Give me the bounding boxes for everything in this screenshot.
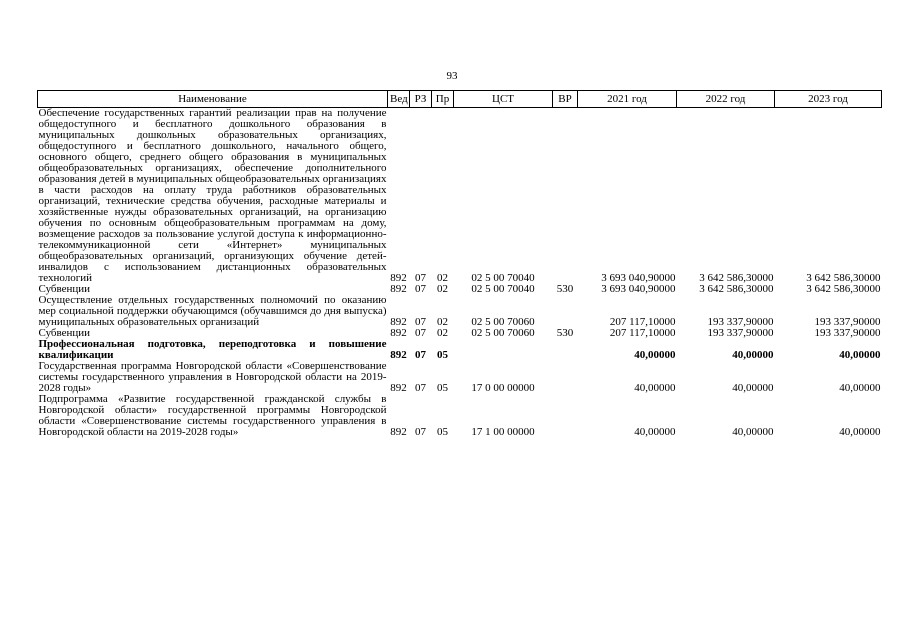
row-name: Субвенции <box>38 283 91 295</box>
row-vr <box>553 295 578 328</box>
row-name: Обеспечение государственных гарантий реализации прав на получение общедоступного и бесплатного дошкольного образования в муниципальных дошкольных образовательных организациях, общедоступного и бесплатного дошкольного, начального общего, основного общего, среднего общего образования в муниципальных общеобразовательных организациях, обеспечение дополнительного образования детей в муниципальных общеобразовательных организациях в части расходов на оплату труда работников образовательных организаций, технические средства обучения, расходные материалы и хозяйственные нужды образовательных организаций, на организацию обучения по основным общеобразовательным программам на дому, возмещение расходов за пользование услугой доступа к информационно-телекоммуникационной сети «Интернет» муниципальных общеобразовательных организаций, организующих обучение детей-инвалидов с использованием дистанционных образовательных технологий <box>38 107 387 284</box>
row-ved: 892 <box>390 272 407 284</box>
row-cst: 17 1 00 00000 <box>471 426 535 438</box>
header-2022: 2022 год <box>677 91 775 108</box>
row-cst: 02 5 00 70060 <box>471 316 535 328</box>
row-pr: 02 <box>437 272 448 284</box>
header-vr: ВР <box>553 91 578 108</box>
row-pr: 02 <box>437 316 448 328</box>
row-cst: 02 5 00 70060 <box>471 327 535 339</box>
row-vr <box>553 108 578 285</box>
header-cst: ЦСТ <box>454 91 553 108</box>
row-pr: 02 <box>437 327 448 339</box>
row-2022: 193 337,90000 <box>707 316 774 328</box>
row-2023: 193 337,90000 <box>814 316 881 328</box>
table-row <box>38 361 882 394</box>
row-2023: 40,00000 <box>839 349 881 361</box>
row-2022: 3 642 586,30000 <box>699 283 774 295</box>
row-rz: 07 <box>415 382 426 394</box>
header-name: Наименование <box>38 91 388 108</box>
row-cst: 02 5 00 70040 <box>471 272 535 284</box>
row-2021: 3 693 040,90000 <box>601 283 676 295</box>
row-2021: 40,00000 <box>634 426 676 438</box>
row-ved: 892 <box>390 349 407 361</box>
row-vr <box>553 361 578 394</box>
budget-table <box>37 90 882 438</box>
row-ved: 892 <box>390 283 407 295</box>
row-rz: 07 <box>415 316 426 328</box>
row-pr: 05 <box>437 426 448 438</box>
row-2021: 40,00000 <box>634 382 676 394</box>
row-ved: 892 <box>390 382 407 394</box>
header-row <box>38 91 882 108</box>
row-name: Государственная программа Новгородской области «Совершенствование системы государственного управления в Новгородской области на 2019-2028 годы» <box>38 360 387 394</box>
table-row <box>38 108 882 285</box>
row-rz: 07 <box>415 426 426 438</box>
row-name: Профессиональная подготовка, переподготовка и повышение квалификации <box>38 338 387 361</box>
row-vr <box>553 394 578 438</box>
row-ved: 892 <box>390 327 407 339</box>
table-row <box>38 394 882 438</box>
header-2021: 2021 год <box>578 91 677 108</box>
row-rz: 07 <box>415 283 426 295</box>
row-2023: 3 642 586,30000 <box>806 283 881 295</box>
row-ved: 892 <box>390 316 407 328</box>
row-cst: 17 0 00 00000 <box>471 382 535 394</box>
row-2021: 40,00000 <box>634 349 676 361</box>
header-pr: Пр <box>432 91 454 108</box>
row-2021: 207 117,10000 <box>609 316 676 328</box>
row-2023: 40,00000 <box>839 382 881 394</box>
row-2022: 40,00000 <box>732 382 774 394</box>
row-pr: 05 <box>437 349 448 361</box>
header-rz: РЗ <box>410 91 432 108</box>
header-2023: 2023 год <box>775 91 882 108</box>
row-rz: 07 <box>415 349 426 361</box>
row-name: Субвенции <box>38 327 91 339</box>
row-pr: 05 <box>437 382 448 394</box>
row-2022: 193 337,90000 <box>707 327 774 339</box>
row-2022: 40,00000 <box>732 426 774 438</box>
row-2022: 3 642 586,30000 <box>699 272 774 284</box>
row-2021: 3 693 040,90000 <box>601 272 676 284</box>
row-name: Осуществление отдельных государственных полномочий по оказанию мер социальной поддержки обучающимся (обучавшимся до дня выпуска) муниципальных образовательных организаций <box>38 294 387 328</box>
row-cst: 02 5 00 70040 <box>471 283 535 295</box>
row-2023: 40,00000 <box>839 426 881 438</box>
table-row <box>38 295 882 328</box>
row-cst <box>454 339 553 361</box>
table-row <box>38 339 882 361</box>
row-vr: 530 <box>556 327 574 339</box>
row-2022: 40,00000 <box>732 349 774 361</box>
row-vr: 530 <box>556 283 574 295</box>
row-2021: 207 117,10000 <box>609 327 676 339</box>
row-2023: 3 642 586,30000 <box>806 272 881 284</box>
header-ved: Вед <box>388 91 410 108</box>
row-vr <box>553 339 578 361</box>
row-rz: 07 <box>415 327 426 339</box>
row-2023: 193 337,90000 <box>814 327 881 339</box>
row-pr: 02 <box>437 283 448 295</box>
row-ved: 892 <box>390 426 407 438</box>
row-rz: 07 <box>415 272 426 284</box>
row-name: Подпрограмма «Развитие государственной гражданской службы в Новгородской области» государственной программы Новгородской области «Совершенствование системы государственного управления в Новгородской области на 2019-2028 годы» <box>38 393 387 438</box>
page-number: 93 <box>446 70 458 82</box>
